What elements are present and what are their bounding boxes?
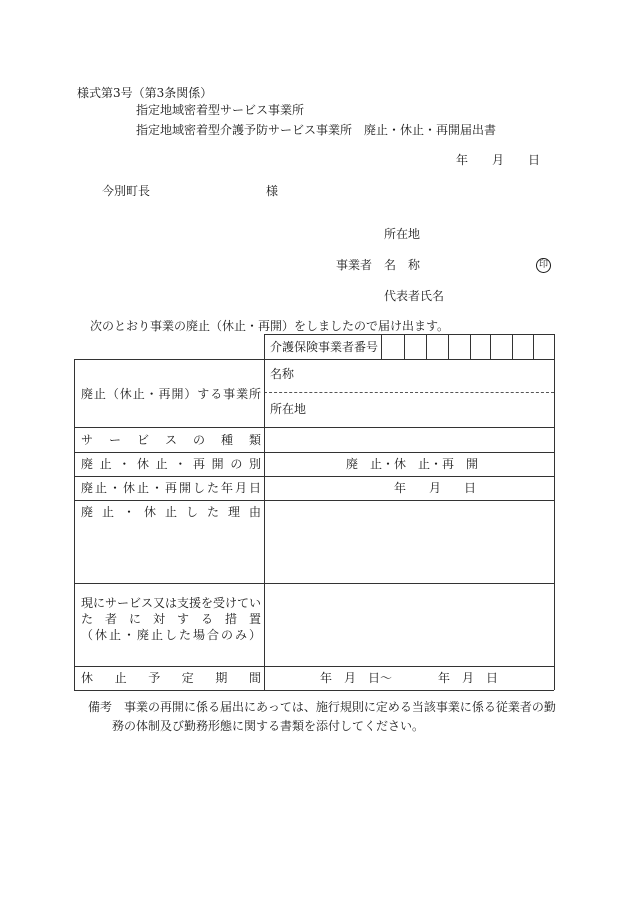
addressee: 今別町長 <box>102 184 151 198</box>
facility-name-label: 名称 <box>270 367 295 381</box>
applicant-address-label: 所在地 <box>384 227 421 241</box>
applicant-name-label: 名 称 <box>384 258 421 272</box>
service-type-label: サービスの種類 <box>81 433 261 447</box>
date-month-label: 月 <box>492 153 505 167</box>
insurer-number-label: 介護保険事業者番号 <box>270 340 379 354</box>
notes-line1: 事業の再開に係る届出にあっては、施行規則に定める当該事業に係る従業者の勤 <box>124 700 556 714</box>
category-label: 廃止・休止・再開の別 <box>81 457 261 471</box>
change-date-day: 日 <box>464 481 477 495</box>
measures-line2: た者に対する措置 <box>81 612 261 626</box>
seal-mark: 印 <box>536 258 551 273</box>
measures-line1: 現にサービス又は支援を受けてい <box>81 596 262 610</box>
category-options: 廃 止・休 止・再 開 <box>346 457 479 471</box>
addressee-honorific: 様 <box>266 184 279 198</box>
period-to: 年 月 日 <box>438 671 499 685</box>
notes-label: 備考 <box>88 700 113 714</box>
date-year-label: 年 <box>456 153 469 167</box>
form-title-line1: 指定地域密着型サービス事業所 <box>136 103 305 117</box>
facility-label: 廃止（休止・再開）する事業所 <box>81 387 261 401</box>
change-date-month: 月 <box>429 481 442 495</box>
form-title-line2: 指定地域密着型介護予防サービス事業所 廃止・休止・再開届出書 <box>136 123 497 137</box>
notes-line2: 務の体制及び勤務形態に関する書類を添付してください。 <box>112 719 425 733</box>
change-date-year: 年 <box>394 481 407 495</box>
intro-text: 次のとおり事業の廃止（休止・再開）をしましたので届け出ます。 <box>90 319 450 333</box>
measures-line3: （休止・廃止した場合のみ） <box>81 628 261 642</box>
applicant-operator-label: 事業者 <box>336 258 373 272</box>
change-date-label: 廃止・休止・再開した年月日 <box>81 481 261 495</box>
facility-address-label: 所在地 <box>270 402 307 416</box>
period-label: 休止予定期間 <box>81 671 261 685</box>
period-from: 年 月 日〜 <box>320 671 393 685</box>
form-number: 様式第3号（第3条関係） <box>77 86 213 100</box>
date-day-label: 日 <box>528 153 541 167</box>
representative-label: 代表者氏名 <box>384 289 445 303</box>
reason-label: 廃止・休止した理由 <box>81 505 261 519</box>
